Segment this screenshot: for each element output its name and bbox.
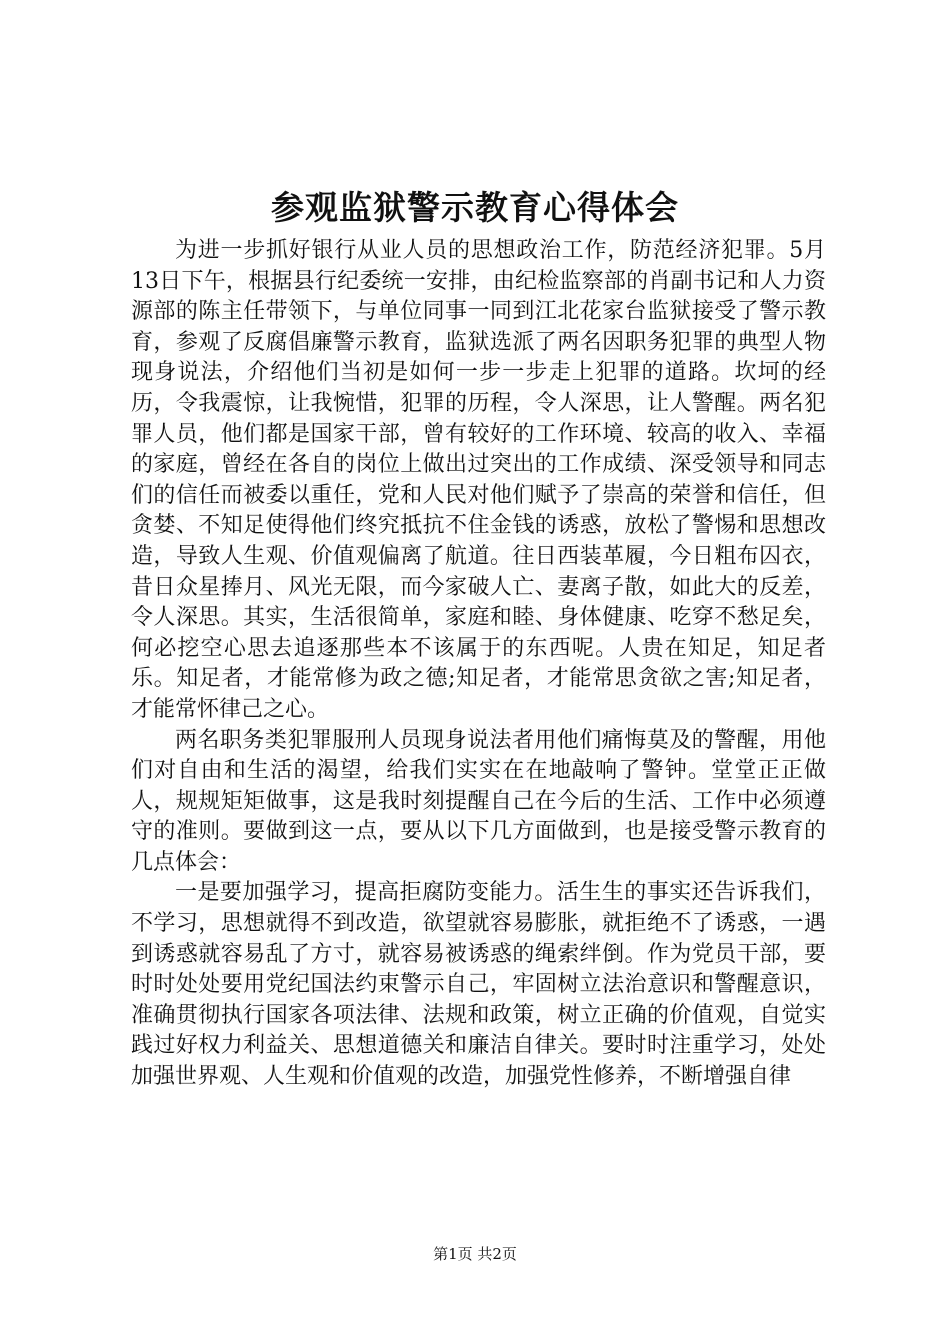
document-title: 参观监狱警示教育心得体会	[271, 188, 679, 227]
page-footer: 第1页 共2页	[433, 1245, 517, 1263]
paragraph-3: 一是要加强学习，提高拒腐防变能力。活生生的事实还告诉我们，不学习，思想就得不到改造，欲望就容易膨胀，就拒绝不了诱惑，一遇到诱惑就容易乱了方寸，就容易被诱惑的绳索绊倒。作为党员干部，要时时处处要用党纪国法约束警示自己，牢固树立法治意识和警醒意识，准确贯彻执行国家各项法律、法规和政策，树立正确的价值观，自觉实践过好权力利益关、思想道德关和廉洁自律关。要时时注重学习，处处加强世界观、人生观和价值观的改造，加强党性修养，不断增强自律	[131, 880, 826, 1090]
paragraph-1: 为进一步抓好银行从业人员的思想政治工作，防范经济犯罪。5月13日下午，根据县行纪委统一安排，由纪检监察部的肖副书记和人力资源部的陈主任带领下，与单位同事一同到江北花家台监狱接受了警示教育，参观了反腐倡廉警示教育，监狱选派了两名因职务犯罪的典型人物现身说法，介绍他们当初是如何一步一步走上犯罪的道路。坎坷的经历，令我震惊，让我惋惜，犯罪的历程，令人深思，让人警醒。两名犯罪人员，他们都是国家干部，曾有较好的工作环境、较高的收入、幸福的家庭，曾经在各自的岗位上做出过突出的工作成绩、深受领导和同志们的信任而被委以重任，党和人民对他们赋予了崇高的荣誉和信任，但贪婪、不知足使得他们终究抵抗不住金钱的诱惑，放松了警惕和思想改造，导致人生观、价值观偏离了航道。往日西装革履，今日粗布囚衣，昔日众星捧月、风光无限，而今家破人亡、妻离子散，如此大的反差，令人深思。其实，生活很简单，家庭和睦、身体健康、吃穿不愁足矣，何必挖空心思去追逐那些本不该属于的东西呢。人贵在知足，知足者乐。知足者，才能常修为政之德;知足者，才能常思贪欲之害;知足者，才能常怀律己之心。	[131, 238, 826, 722]
paragraph-2: 两名职务类犯罪服刑人员现身说法者用他们痛悔莫及的警醒，用他们对自由和生活的渴望，给我们实实在在地敲响了警钟。堂堂正正做人，规规矩矩做事，这是我时刻提醒自己在今后的生活、工作中必须遵守的准则。要做到这一点，要从以下几方面做到，也是接受警示教育的几点体会：	[131, 727, 826, 875]
document-body	[131, 236, 826, 1093]
